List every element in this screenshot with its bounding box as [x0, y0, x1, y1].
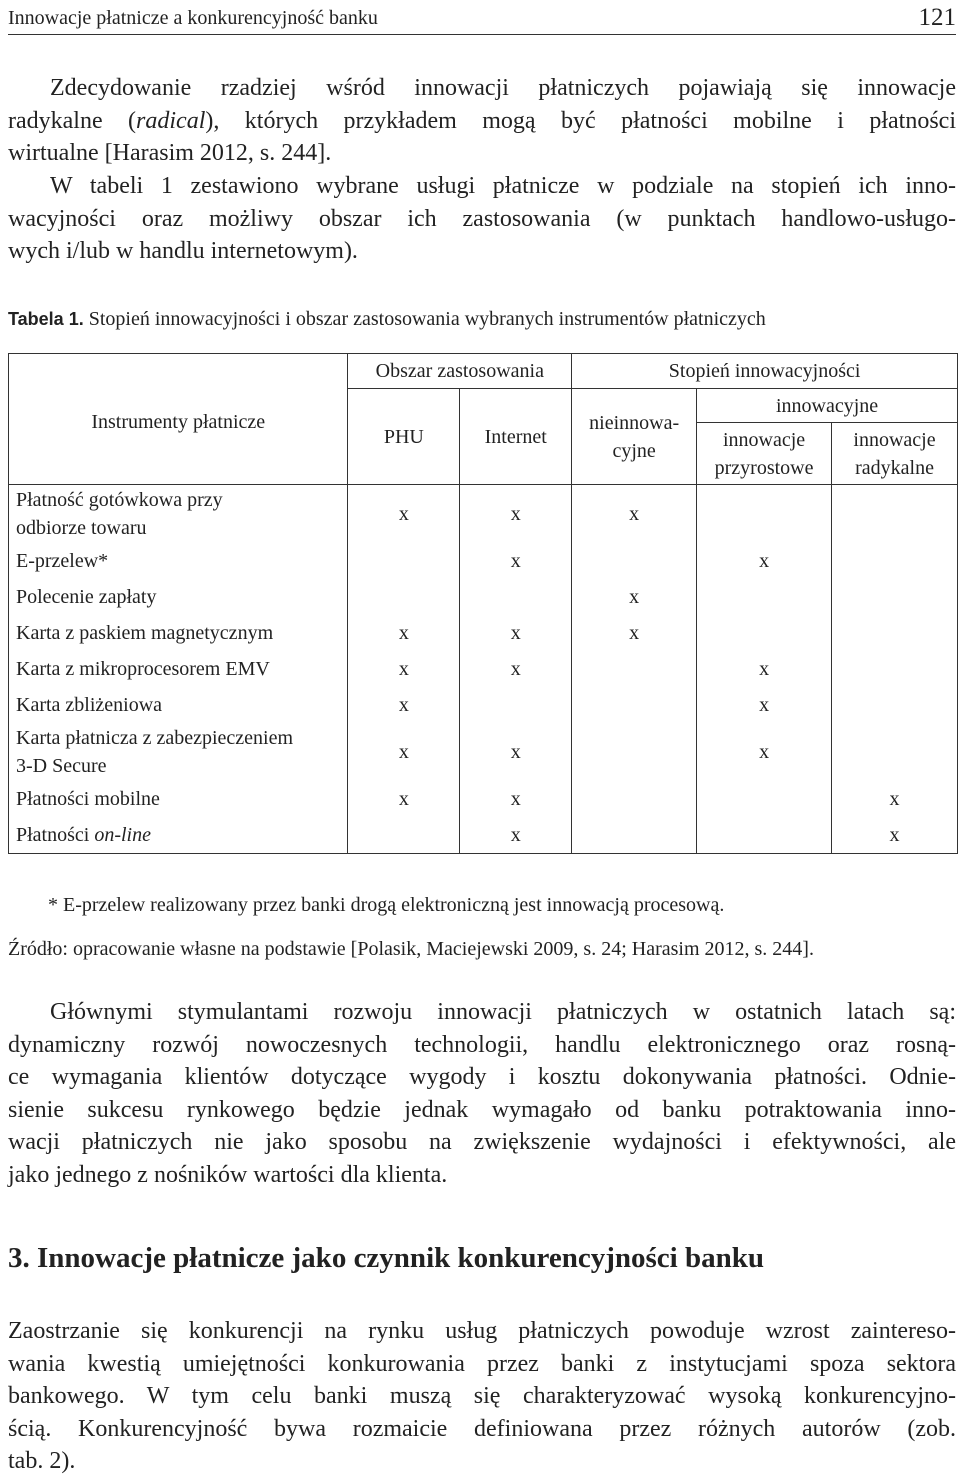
paragraph-3: [8, 996, 956, 1191]
cell-incremental: x: [697, 651, 832, 687]
cell-incremental: x: [697, 687, 832, 723]
cell-non-innovative: [572, 817, 697, 854]
table-caption-label: Tabela 1.: [8, 309, 84, 329]
cell-radical: x: [832, 817, 958, 854]
running-title: Innowacje płatnicze a konkurencyjność banku: [8, 7, 378, 29]
paragraph-line: sienie sukcesu rynkowego będzie jednak wymagało od banku potraktowania inno-: [8, 1096, 956, 1123]
table-footnote: * E-przelew realizowany przez banki drogą elektroniczną jest innowacją procesową.: [48, 894, 725, 916]
cell-phu: x: [348, 485, 460, 544]
table-row: [9, 781, 958, 817]
cell-phu: x: [348, 781, 460, 817]
table-row: [9, 579, 958, 615]
paragraph-line: tab. 2).: [8, 1448, 76, 1474]
paragraph-line: bankowego. W tym celu banki muszą się charakteryzować wysoką konkurencyjno-: [8, 1383, 956, 1409]
cell-internet: x: [460, 781, 572, 817]
instrument-name: E-przelew*: [9, 543, 348, 579]
instrument-name: Karta z paskiem magnetycznym: [9, 615, 348, 651]
cell-internet: x: [460, 543, 572, 579]
cell-radical: [832, 579, 958, 615]
col-header-degree: Stopień innowacyjności: [572, 354, 958, 389]
cell-internet: x: [460, 651, 572, 687]
cell-incremental: [697, 781, 832, 817]
paragraph-line: ścią. Konkurencyjność bywa rozmaicie definiowana przez różnych autorów (zob.: [8, 1415, 956, 1442]
cell-phu: x: [348, 723, 460, 781]
col-header-area: Obszar zastosowania: [348, 354, 572, 389]
cell-incremental: x: [697, 543, 832, 579]
cell-phu: [348, 817, 460, 854]
table-row: [9, 723, 958, 781]
paragraph-line: jako jednego z nośników wartości dla klienta.: [8, 1161, 448, 1188]
cell-internet: x: [460, 485, 572, 544]
col-header-innovative: innowacyjne: [697, 389, 958, 423]
instrument-name: Karta płatnicza z zabezpieczeniem 3-D Secure: [9, 723, 348, 781]
table-row: [9, 485, 958, 544]
cell-internet: x: [460, 817, 572, 854]
table-row: [9, 543, 958, 579]
cell-internet: x: [460, 615, 572, 651]
cell-incremental: [697, 485, 832, 544]
table-row: [9, 615, 958, 651]
cell-non-innovative: x: [572, 579, 697, 615]
paragraph-line: wania kwestią umiejętności konkurowania przez banki z instytucjami spoza sektora: [8, 1350, 956, 1377]
table-row: [9, 817, 958, 854]
cell-phu: x: [348, 651, 460, 687]
paragraph-4: [8, 1315, 956, 1478]
paragraph-line: wirtualne [Harasim 2012, s. 244].: [8, 140, 332, 166]
col-header-non-innovative: nieinnowa- cyjne: [572, 389, 697, 485]
cell-non-innovative: x: [572, 485, 697, 544]
table-row: [9, 687, 958, 723]
table-source: Źródło: opracowanie własne na podstawie [Polasik, Maciejewski 2009, s. 24; Harasim 2012, s. 244].: [8, 938, 814, 960]
paragraph-line: wych i/lub w handlu internetowym).: [8, 238, 358, 264]
paragraph-2: [8, 170, 956, 268]
cell-radical: [832, 543, 958, 579]
paragraph-line: wacji płatniczych nie jako sposobu na zwiększenie wydajności i efektywności, ale: [8, 1129, 956, 1155]
cell-incremental: [697, 579, 832, 615]
instrument-name: Karta zbliżeniowa: [9, 687, 348, 723]
cell-radical: [832, 687, 958, 723]
instrument-name: Płatności on-line: [9, 817, 348, 854]
table-caption-text: Stopień innowacyjności i obszar zastosowania wybranych instrumentów płatniczych: [88, 308, 766, 330]
table-caption: [8, 308, 956, 331]
cell-radical: [832, 723, 958, 781]
cell-internet: x: [460, 723, 572, 781]
table-row: [9, 651, 958, 687]
cell-non-innovative: [572, 651, 697, 687]
paragraph-line: Zaostrzanie się konkurencji na rynku usług płatniczych powoduje wzrost zaintereso-: [8, 1318, 956, 1344]
paragraph-1: [8, 72, 956, 170]
payment-instruments-table: [8, 353, 958, 854]
cell-radical: [832, 615, 958, 651]
cell-non-innovative: [572, 543, 697, 579]
col-header-phu: PHU: [348, 389, 460, 485]
cell-internet: [460, 687, 572, 723]
cell-phu: [348, 579, 460, 615]
cell-non-innovative: [572, 687, 697, 723]
paragraph-line: dynamiczny rozwój nowoczesnych technologii, handlu elektronicznego oraz rosną-: [8, 1031, 956, 1058]
paragraph-line: ce wymagania klientów dotyczące wygody i kosztu dokonywania płatności. Odnie-: [8, 1064, 956, 1090]
cell-radical: [832, 651, 958, 687]
cell-phu: x: [348, 687, 460, 723]
paragraph-line: radykalne (radical), których przykładem mogą być płatności mobilne i płatności: [8, 107, 957, 134]
cell-radical: x: [832, 781, 958, 817]
col-header-internet: Internet: [460, 389, 572, 485]
cell-radical: [832, 485, 958, 544]
col-header-instruments: Instrumenty płatnicze: [9, 354, 348, 485]
cell-non-innovative: [572, 781, 697, 817]
instrument-name: Płatności mobilne: [9, 781, 348, 817]
cell-phu: [348, 543, 460, 579]
section-heading: 3. Innowacje płatnicze jako czynnik konkurencyjności banku: [8, 1242, 764, 1274]
paragraph-line: Głównymi stymulantami rozwoju innowacji płatniczych w ostatnich latach są:: [50, 999, 956, 1025]
page-number: 121: [918, 4, 956, 31]
cell-incremental: [697, 817, 832, 854]
cell-incremental: x: [697, 723, 832, 781]
cell-non-innovative: [572, 723, 697, 781]
col-header-radical: innowacje radykalne: [832, 423, 958, 485]
instrument-name: Płatność gotówkowa przy odbiorze towaru: [9, 485, 348, 544]
cell-phu: x: [348, 615, 460, 651]
cell-incremental: [697, 615, 832, 651]
instrument-name: Polecenie zapłaty: [9, 579, 348, 615]
cell-internet: [460, 579, 572, 615]
paragraph-line: W tabeli 1 zestawiono wybrane usługi płatnicze w podziale na stopień ich inno-: [50, 173, 956, 199]
cell-non-innovative: x: [572, 615, 697, 651]
col-header-incremental: innowacje przyrostowe: [697, 423, 832, 485]
instrument-name: Karta z mikroprocesorem EMV: [9, 651, 348, 687]
paragraph-line: Zdecydowanie rzadziej wśród innowacji płatniczych pojawiają się innowacje: [50, 75, 956, 101]
paragraph-line: wacyjności oraz możliwy obszar ich zastosowania (w punktach handlowo-usługo-: [8, 205, 956, 232]
running-header: [8, 4, 956, 35]
